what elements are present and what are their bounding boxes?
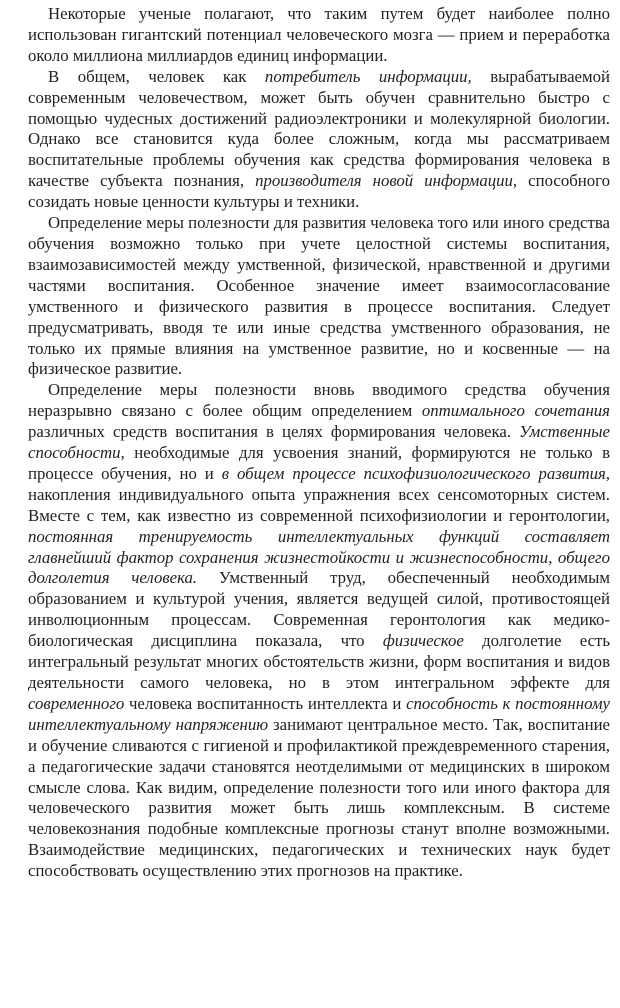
text-run: вырабатываемой современным человечеством, может быть обучен сравнительно быстро с помощью чудесных достижений радиоэлектроники и молекулярной биологии. Однако все становится куда более сложным, когда мы рассматриваем воспитательные проблемы обучения как средства формирования человека в качестве субъекта познания, [28,66,610,191]
italic-run: в общем процессе психофизиологического развития, [221,463,610,483]
paragraph-3 [28,213,610,380]
text-run: Определение меры полезности для развития человека того или иного средства обучения возможно только при учете целостной системы воспитания, взаимозависимостей между умственной, физической, нравственной и другими частями воспитания. Особенное значение имеет взаимосогласование умственного и физического развития в процессе воспитания. Следует предусматривать, вводя те или иные средства умственного образования, не только их прямые влияния на умственное развитие, но и косвенные — на физическое развитие. [28,213,610,379]
italic-run: физическое [382,631,464,651]
text-run: долголетие есть интегральный результат многих обстоятельств жизни, форм воспитания и видов деятельности самого человека, но в этом интегральном эффекте для [28,631,611,692]
text-run: человека воспитанность интеллекта и [124,693,407,713]
italic-run: Умственные способности, [28,422,610,463]
text-run: Некоторые ученые полагают, что таким путем будет наиболее полно использован гигантский потенциал человеческого мозга — прием и переработка около миллиона миллиардов единиц информации. [28,4,610,65]
italic-run: способность к постоянному интеллектуальному напряжению [28,693,610,734]
italic-run: современного [28,693,125,713]
paragraph-4 [28,380,610,882]
italic-run: оптимального сочетания [421,401,610,421]
italic-run: постоянная тренируемость интеллектуальных функций составляет главнейший фактор сохранения жизнестойкости и жизнеспособности, общего долголетия человека. [28,526,610,588]
paragraph-1 [28,4,610,67]
text-run: Умственный труд, обеспеченный необходимым образованием и культурой учения, является ведущей силой, противостоящей инволюционным процессам. Современная геронтология как медико-биологическая дисциплина показала, что [28,568,610,651]
italic-run: потребитель информации, [264,66,472,86]
italic-run: производителя новой информации, [255,171,518,191]
text-run: необходимые для усвоения знаний, формируются не только в процессе обучения, но и [28,443,610,483]
text-run: различных средств воспитания в целях формирования человека. [28,422,520,442]
text-run: Определение меры полезности вновь вводимого средства обучения неразрывно связано с более общим определением [28,380,610,421]
paragraph-2 [28,67,610,213]
text-run: занимают центральное место. Так, воспитание и обучение сливаются с гигиеной и профилактикой преждевременного старения, а педагогические задачи становятся неотделимыми от медицинских в широком смысле слова. Как видим, определение полезности того или иного фактора для человеческого развития может быть лишь комплексным. В системе человекознания подобные комплексные прогнозы станут вполне возможными. Взаимодействие медицинских, педагогических и технических наук будет способствовать осуществлению этих прогнозов на практике. [28,714,610,881]
text-run: В общем, человек как [48,66,265,86]
text-run: способного созидать новые ценности культуры и техники. [28,171,610,212]
text-run: накопления индивидуального опыта упражнения всех сенсомоторных систем. Вместе с тем, как известно из современной психофизиологии и геронтологии, [28,484,610,525]
